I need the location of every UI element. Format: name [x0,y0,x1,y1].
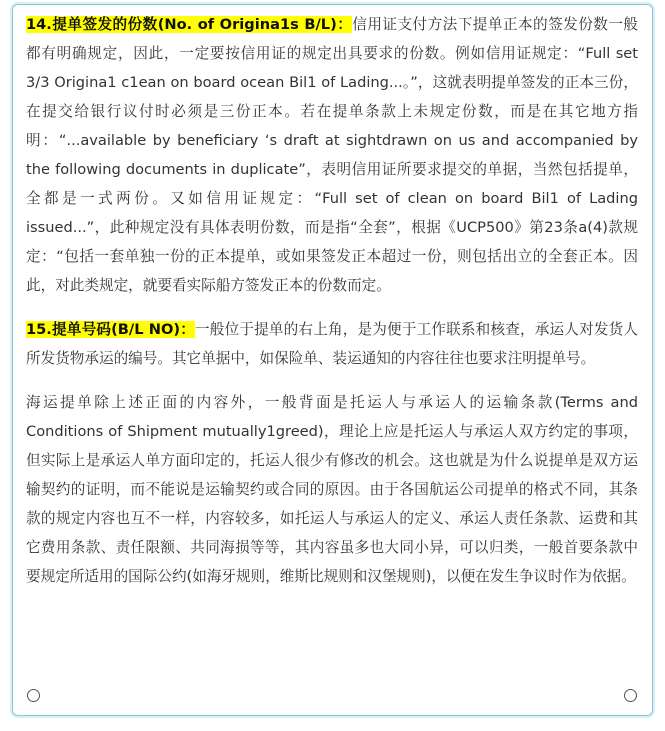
article-content [26,10,638,591]
section-14-paragraph [26,10,638,300]
left-circle-icon [27,689,40,702]
section-15-paragraph [26,315,638,373]
section-15-body: 一般位于提单的右上角，是为便于工作联系和核查，承运人对发货人所发货物承运的编号。其它单据中，如保险单、装运通知的内容往往也要求注明提单号。 [26,321,638,367]
back-terms-body: 海运提单除上述正面的内容外，一般背面是托运人与承运人的运输条款(Terms and Conditions of Shipment mutually1greed)，理论上应是托运人与承运人双方约定的事项，但实际上是承运人单方面印定的，托运人很少有修改的机会。这也就是为什么说提单是双方运输契约的证明，而不能说是运输契约或合同的原因。由于各国航运公司提单的格式不同，其条款的规定内容也互不一样，内容较多，如托运人与承运人的定义、承运人责任条款、运费和其它费用条款、责任限额、共同海损等等，其内容虽多也大同小异，可以归类，一般首要条款中要规定所适用的国际公约(如海牙规则，维斯比规则和汉堡规则)，以便在发生争议时作为依据。 [26,394,638,585]
section-15-heading: 15.提单号码(B/L NO)： [26,321,196,338]
section-14-heading: 14.提单签发的份数(No. of Origina1s B/L)： [26,16,353,33]
back-terms-paragraph [26,388,638,591]
section-14-body: 信用证支付方法下提单正本的签发份数一般都有明确规定，因此，一定要按信用证的规定出具要求的份数。例如信用证规定：“Full set 3/3 Origina1 c1ean on board ocean Bil1 of Lading...。”，这就表明提单签发的正本三份，在提交给银行议付时必须是三份正本。若在提单条款上未规定份数，而是在其它地方指明：“...available by beneficiary ‘s draft at sightdrawn on us and accompanied by the following documents in duplicate”，表明信用证所要求提交的单据，当然包括提单，全都是一式两份。又如信用证规定：“Full set of clean on board Bil1 of Lading issued...”，此种规定没有具体表明份数，而是指“全套”，根据《UCP500》第23条a(4)款规定：“包括一套单独一份的正本提单，或如果签发正本超过一份，则包括出立的全套正本。因此，对此类规定，就要看实际船方签发正本的份数而定。 [26,16,638,294]
right-circle-icon [624,689,637,702]
